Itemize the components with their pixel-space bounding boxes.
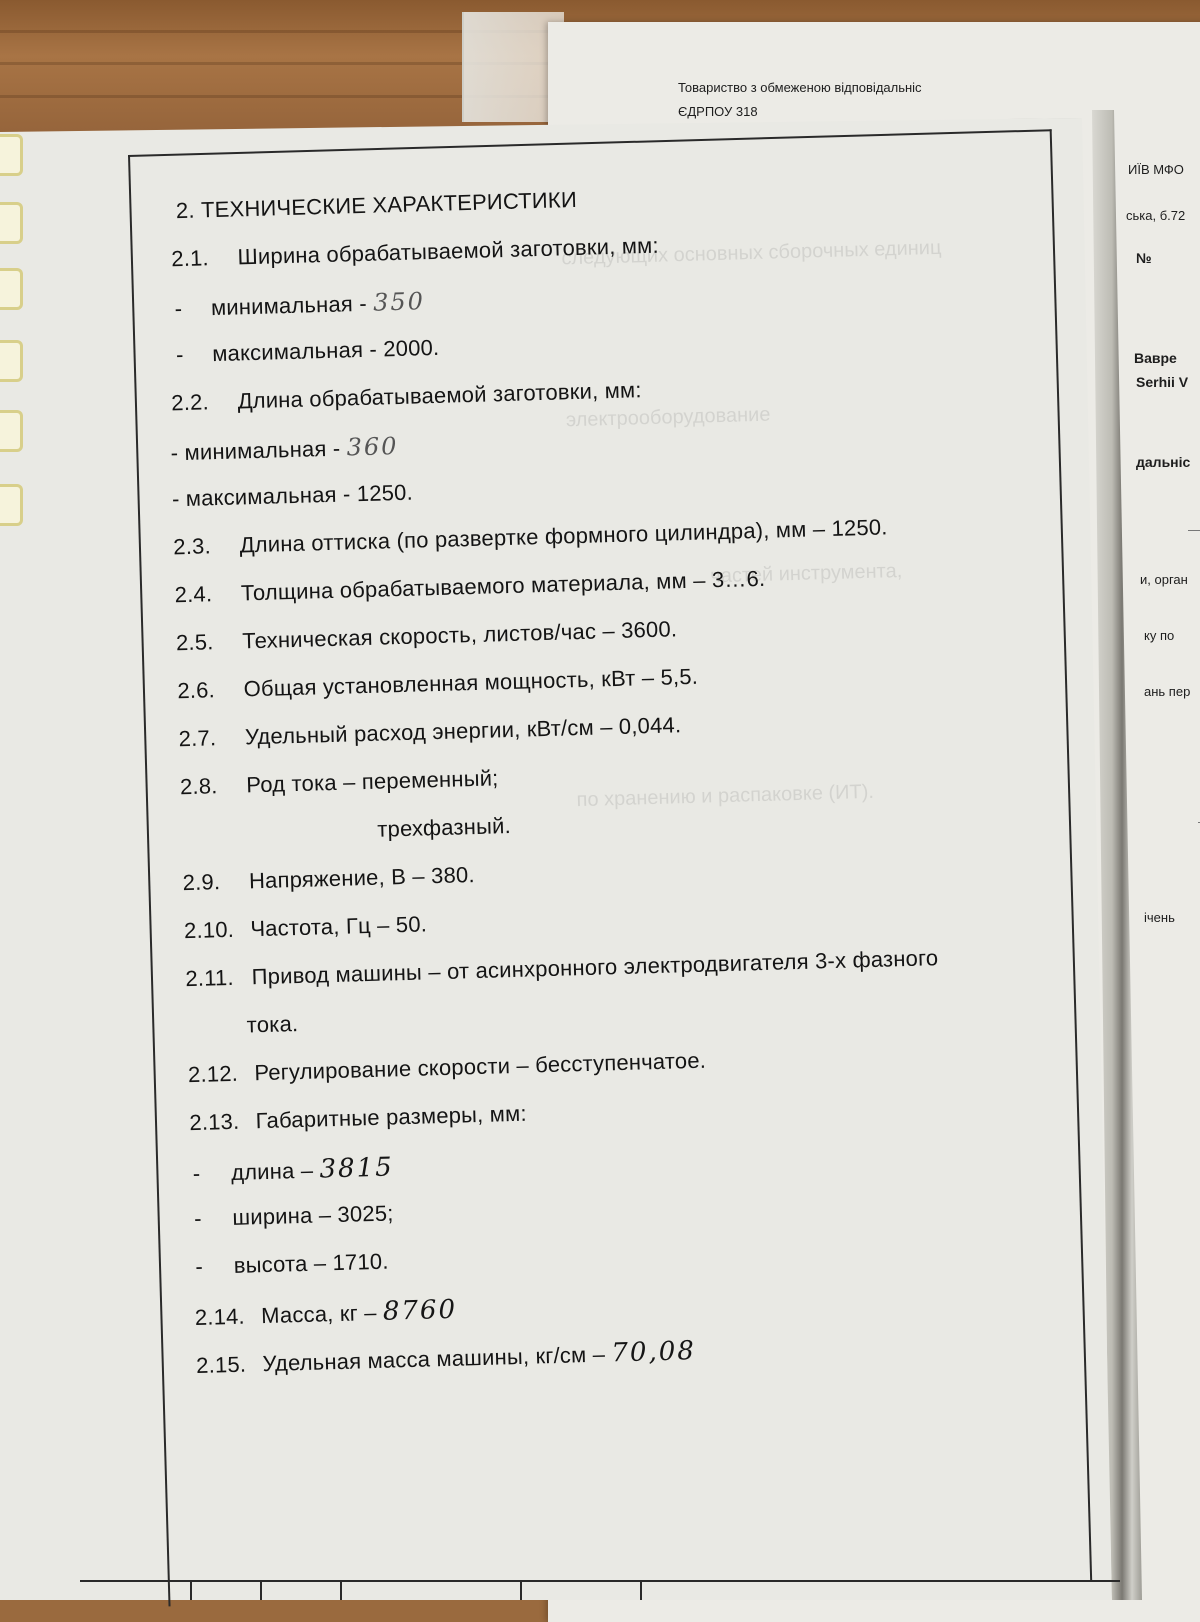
back-doc-line: дальніс	[1136, 454, 1191, 470]
spec-number: 2.1.	[170, 245, 210, 272]
spec-number: 2.4.	[174, 581, 213, 608]
binder-ring	[0, 484, 23, 526]
spec-number: -	[192, 1160, 201, 1187]
spec-text: Длина оттиска (по развертке формного цилиндра), мм – 1250.	[239, 514, 888, 558]
spec-number: 2.2.	[170, 389, 210, 416]
back-doc-line: ЄДРПОУ 318	[678, 104, 758, 119]
back-doc-line: ку по	[1144, 628, 1175, 643]
back-doc-line: ічень	[1144, 910, 1175, 925]
spec-number: 2.3.	[172, 533, 212, 560]
spec-row	[377, 813, 511, 843]
handwritten-value: 3815	[319, 1152, 395, 1185]
spec-text: ширина – 3025;	[232, 1200, 394, 1230]
handwritten-value: 8760	[382, 1294, 458, 1327]
spec-number: 2.7.	[178, 725, 217, 752]
spec-text: Общая установленная мощность, кВт – 5,5.	[243, 663, 699, 702]
spec-text: Удельная масса машины, кг/см –	[262, 1341, 606, 1377]
handwritten-value: 70,08	[610, 1336, 697, 1369]
spec-number: 2.5.	[175, 629, 214, 656]
back-doc-line: ИЇВ МФО	[1128, 162, 1184, 177]
binder-ring	[0, 410, 23, 452]
spec-number: -	[193, 1205, 202, 1231]
back-doc-line: ська, б.72	[1126, 208, 1186, 223]
spec-text: Удельный расход энергии, кВт/см – 0,044.	[244, 712, 682, 750]
spec-number: -	[174, 295, 183, 322]
spec-number: 2.8.	[179, 773, 218, 800]
spec-text: Привод машины – от асинхронного электродвигателя 3-х фазного	[251, 945, 939, 990]
spec-number: -	[175, 341, 184, 368]
spec-text: Масса, кг –	[260, 1299, 377, 1329]
handwritten-value: 350	[372, 287, 426, 317]
spec-row	[195, 1249, 389, 1280]
spec-text: высота – 1710.	[233, 1248, 389, 1278]
spec-number: 2.12.	[187, 1060, 239, 1088]
spec-text: Толщина обрабатываемого материала, мм – 3…6.	[240, 565, 766, 606]
spec-text: - минимальная -	[170, 435, 341, 466]
spec-text: Напряжение, В – 380.	[248, 862, 476, 894]
spec-row	[194, 1200, 394, 1232]
spec-text: Частота, Гц – 50.	[250, 911, 428, 942]
binder-ring	[0, 340, 23, 382]
spec-number: 2.10.	[183, 916, 235, 944]
spec-text: трехфазный.	[376, 813, 512, 842]
back-doc-line: и, орган	[1140, 572, 1188, 587]
back-doc-line: Serhii V	[1136, 374, 1189, 390]
spec-number: 2.6.	[177, 677, 216, 704]
back-doc-line: ань пер	[1144, 684, 1191, 699]
spec-text: Габаритные размеры, мм:	[255, 1100, 528, 1134]
spec-row	[246, 1011, 298, 1038]
spec-text: Регулирование скорости – бесступенчатое.	[254, 1047, 707, 1086]
spec-number: 2.14.	[194, 1303, 246, 1331]
spec-row	[192, 1152, 394, 1188]
spec-text: минимальная -	[210, 290, 368, 321]
spec-number: 2.15.	[195, 1351, 247, 1378]
spec-text: Род тока – переменный;	[245, 765, 499, 798]
back-doc-line: Товариство з обмеженою відповідальніс	[678, 80, 922, 95]
spec-text: Техническая скорость, листов/час – 3600.	[241, 616, 678, 654]
binder-ring	[0, 134, 23, 176]
spec-text: длина –	[230, 1157, 314, 1185]
spec-number: -	[195, 1253, 204, 1279]
spec-text: тока.	[246, 1011, 299, 1038]
handwritten-value: 360	[346, 431, 399, 462]
back-doc-line: Вавре	[1134, 350, 1177, 366]
section-heading: 2. ТЕХНИЧЕСКИЕ ХАРАКТЕРИСТИКИ	[175, 186, 578, 224]
spec-text: - максимальная - 1250.	[171, 479, 414, 512]
spec-number: 2.9.	[182, 869, 221, 896]
binder-ring	[0, 202, 23, 244]
spec-text: Ширина обрабатываемой заготовки, мм:	[237, 232, 660, 270]
page-bottom-rule	[80, 1580, 1120, 1582]
spec-number: 2.11.	[185, 964, 235, 992]
back-doc-line: №	[1136, 250, 1152, 266]
spec-text: Длина обрабатываемой заготовки, мм:	[237, 377, 642, 414]
binder-ring	[0, 268, 23, 310]
spec-number: 2.13.	[189, 1108, 240, 1136]
spec-text: максимальная - 2000.	[211, 334, 440, 367]
